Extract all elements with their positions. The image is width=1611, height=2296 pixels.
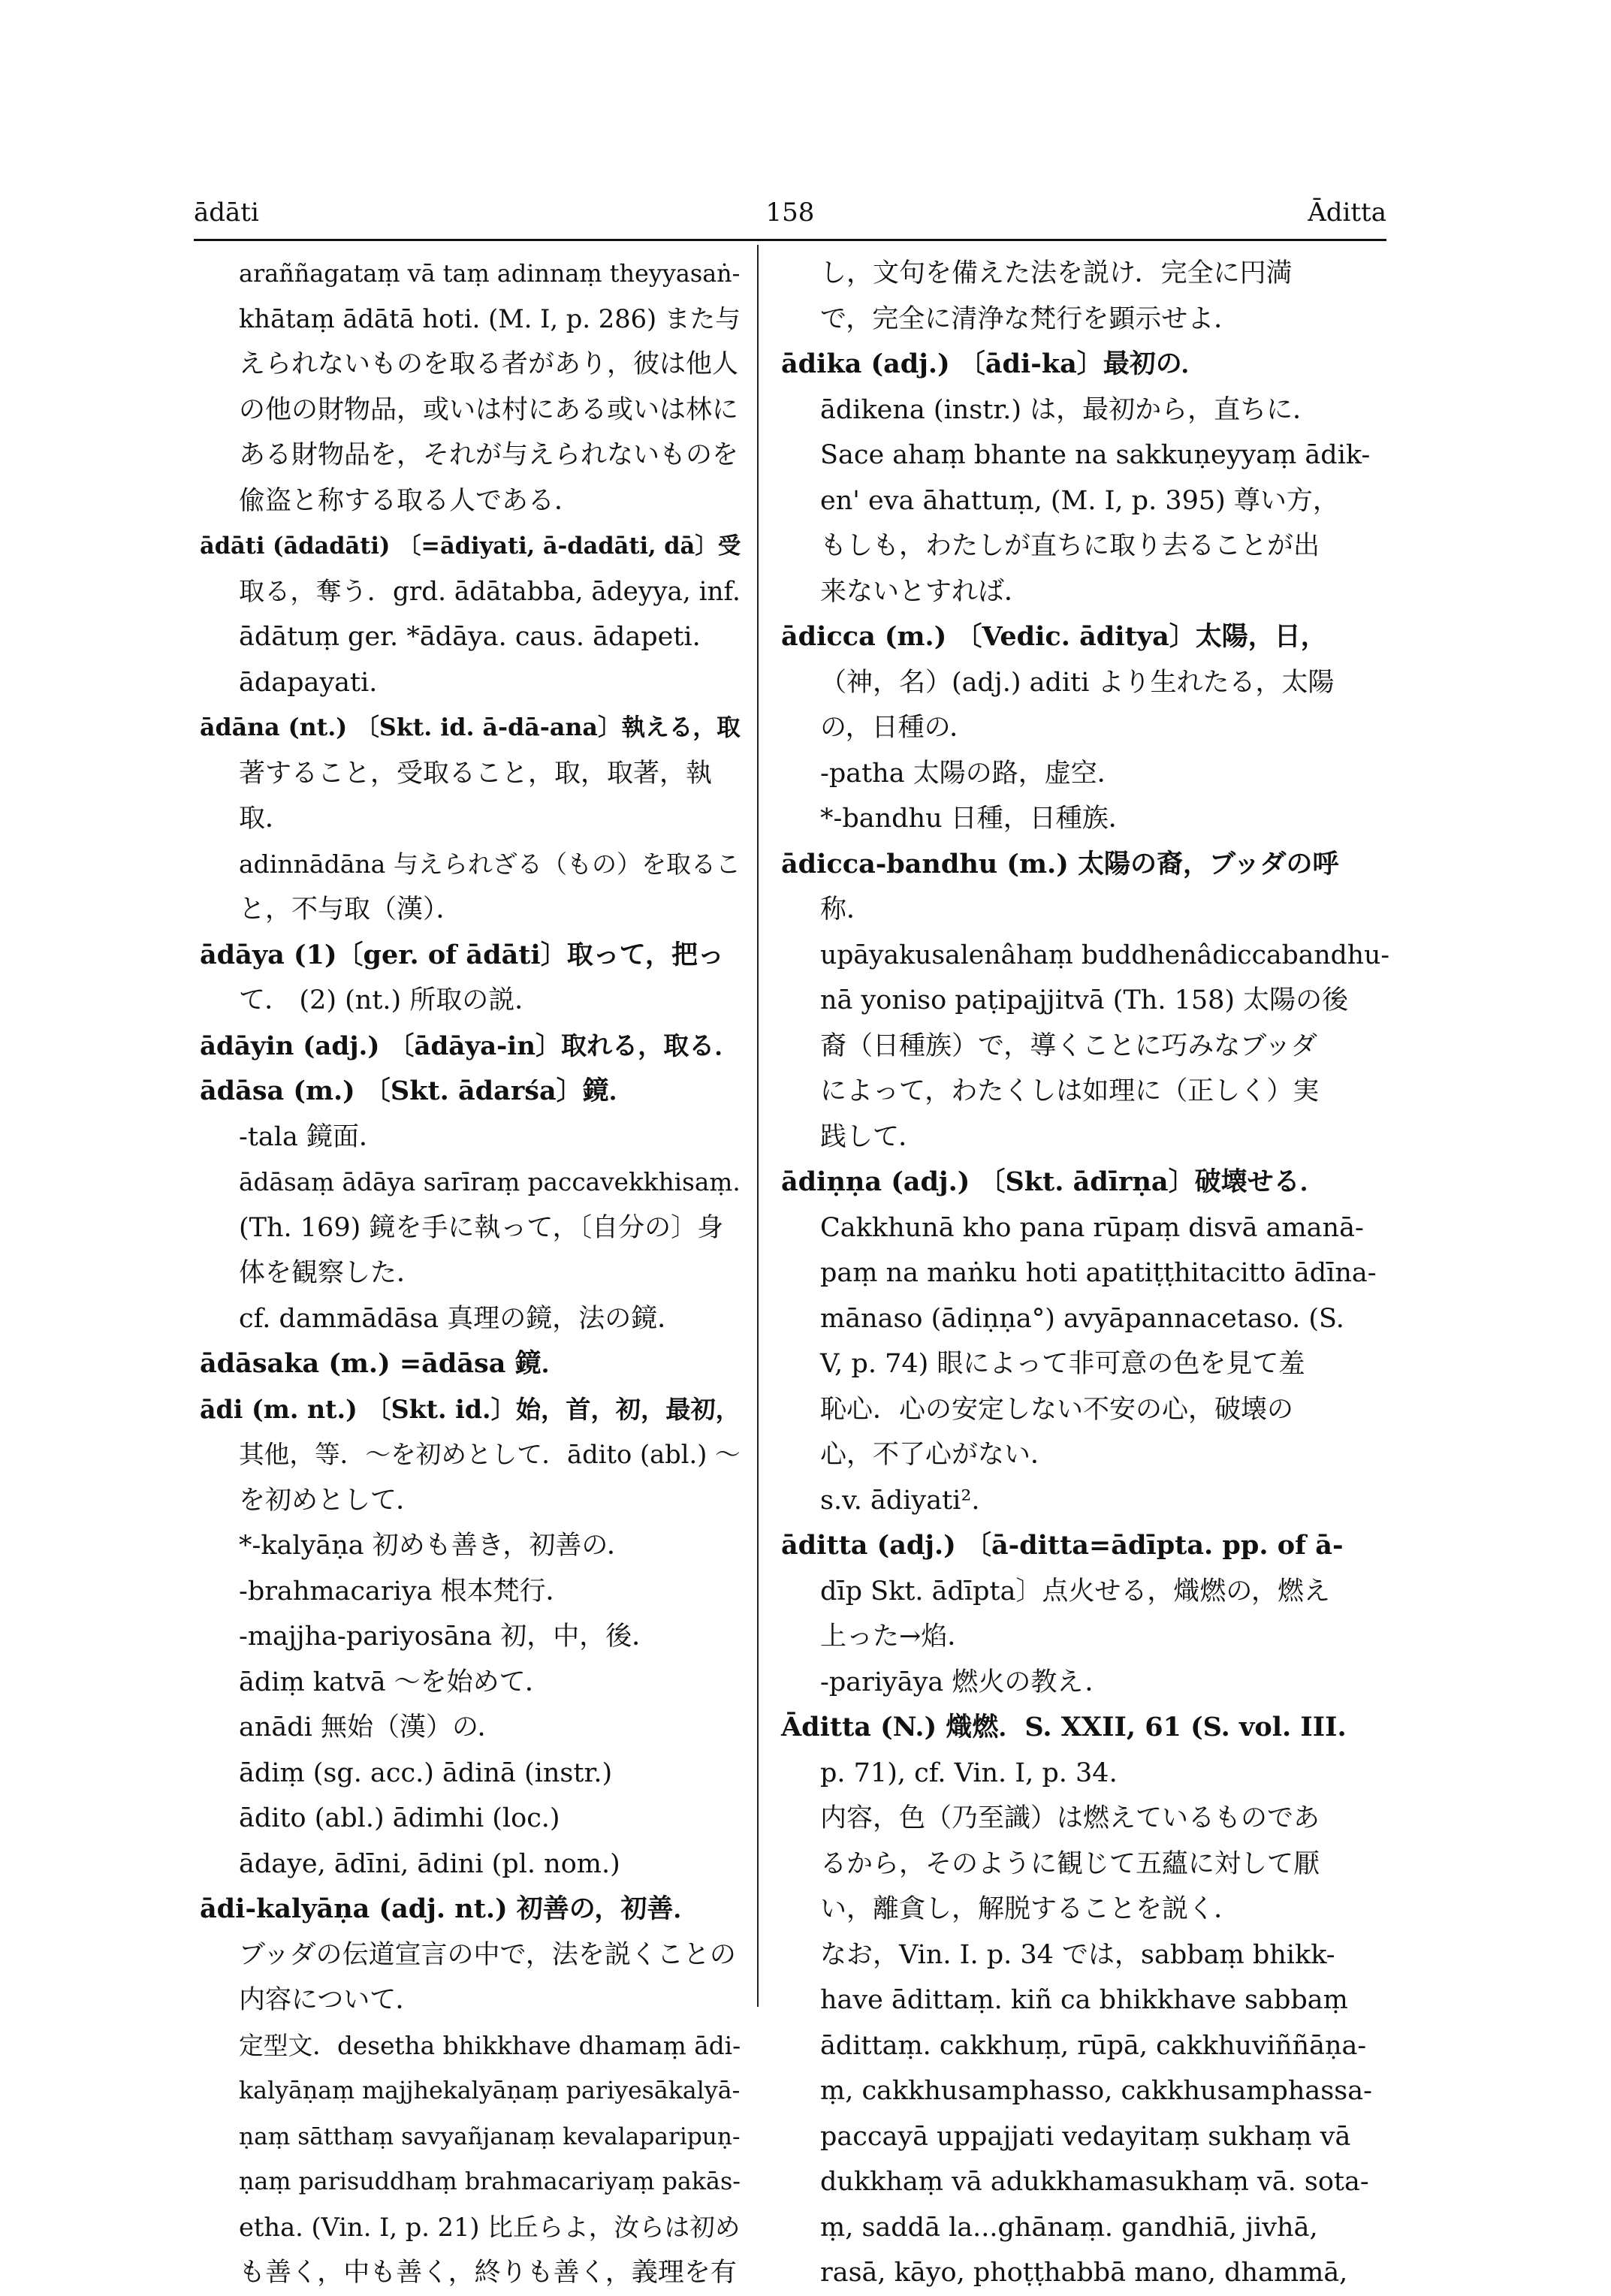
- entry-text-line: ādāsaṃ ādāya sarīraṃ paccavekkhisaṃ.: [239, 1168, 741, 1196]
- entry-headword-line: ādāna (nt.) 〔Skt. id. ā-dā-ana〕執える，取: [200, 714, 741, 741]
- entry-text-line: 定型文．desetha bhikkhave dhamaṃ ādi-: [239, 2031, 741, 2060]
- entry-text-line: ādikena (instr.) は，最初から，直ちに．: [820, 394, 1320, 425]
- entry-text-line: し，文句を備えた法を説け．完全に円満: [820, 258, 1293, 288]
- entry-text-line: *-bandhu 日種，日種族．: [820, 804, 1135, 834]
- entry-headword-line: ādiṇṇa (adj.) 〔Skt. ādīrṇa〕破壊せる．: [781, 1166, 1326, 1197]
- entry-text-line: -brahmacariya 根本梵行．: [239, 1576, 572, 1607]
- entry-text-line: によって，わたくしは如理に（正しく）実: [820, 1076, 1320, 1106]
- entry-text-line: を初めとして．: [239, 1485, 423, 1516]
- entry-text-line: ādittaṃ. cakkhuṃ, rūpā, cakkhuviññāṇa-: [820, 2030, 1367, 2061]
- entry-text-line: (Th. 169) 鏡を手に執って，〔自分の〕身: [239, 1212, 724, 1243]
- left-column: [200, 251, 741, 2296]
- entry-text-line: ādapayati.: [239, 667, 378, 698]
- entry-headword-line: ādāyin (adj.) 〔ādāya-in〕取れる，取る．: [200, 1030, 741, 1061]
- entry-text-line: （神，名）(adj.) aditi より生れたる，太陽: [820, 667, 1335, 698]
- entry-text-line: ṇaṃ parisuddhaṃ brahmacariyaṃ pakās-: [239, 2168, 741, 2195]
- entry-text-line: *-kalyāṇa 初めも善き，初善の．: [239, 1531, 633, 1561]
- entry-text-line: ある財物品を，それが与えられないものを: [239, 440, 739, 470]
- entry-text-line: 裔（日種族）で，導くことに巧みなブッダ: [820, 1030, 1317, 1061]
- header-rule: [194, 239, 1386, 241]
- page-number: 158: [765, 198, 815, 228]
- entry-text-line: の，日種の．: [820, 713, 976, 743]
- entry-text-line: cf. dammādāsa 真理の鏡，法の鏡．: [239, 1303, 684, 1334]
- entry-text-line: khātaṃ ādātā hoti. (M. I, p. 286) また与: [239, 303, 741, 333]
- entry-text-line: mānaso (ādiṇṇa°) avyāpannacetaso. (S.: [820, 1303, 1344, 1334]
- entry-text-line: 其他，等．〜を初めとして．ādito (abl.) 〜: [239, 1440, 741, 1469]
- entry-text-line: s.v. ādiyati².: [820, 1485, 980, 1516]
- entry-text-line: もしも，わたしが直ちに取り去ることが出: [820, 531, 1320, 561]
- right-column: [781, 251, 1389, 2296]
- entry-text-line: upāyakusalenâhaṃ buddhenâdiccabandhu-: [820, 940, 1390, 970]
- entry-text-line: ブッダの伝道宣言の中で，法を説くことの: [239, 1939, 736, 1970]
- column-divider: [757, 245, 759, 2007]
- entry-text-line: ādaye, ādīni, ādini (pl. nom.): [239, 1848, 620, 1879]
- entry-text-line: rasā, kāyo, phoṭṭhabbā mano, dhammā,: [820, 2258, 1348, 2288]
- entry-text-line: るから，そのように観じて五蘊に対して厭: [820, 1848, 1320, 1879]
- entry-text-line: と，不与取（漢）．: [239, 895, 463, 925]
- entry-text-line: い，離貪し，解脱することを説く．: [820, 1894, 1241, 1924]
- entry-text-line: ādiṃ (sg. acc.) ādinā (instr.): [239, 1757, 613, 1788]
- entry-text-line: ṇaṃ sātthaṃ savyañjanaṃ kevalaparipuṇ-: [239, 2123, 741, 2150]
- entry-headword-line: ādāsaka (m.) =ādāsa 鏡．: [200, 1348, 568, 1379]
- entry-text-line: で，完全に清浄な梵行を顕示せよ．: [820, 303, 1241, 334]
- entry-text-line: の他の財物品，或いは村にある或いは林に: [239, 394, 739, 425]
- entry-text-line: 称．: [820, 895, 873, 925]
- entry-text-line: 恥心．心の安定しない不安の心，破壊の: [820, 1394, 1294, 1425]
- entry-text-line: ādiṃ katvā 〜を始めて．: [239, 1667, 551, 1697]
- entry-headword-line: ādicca (m.) 〔Vedic. āditya〕太陽，日，: [781, 621, 1327, 652]
- entry-text-line: 内容について．: [239, 1985, 422, 2015]
- entry-text-line: araññagataṃ vā taṃ adinnaṃ theyyasaṅ-: [239, 259, 741, 288]
- running-header: [194, 194, 1386, 239]
- entry-text-line: dīp Skt. ādīpta〕点火せる，熾燃の，燃え: [820, 1576, 1331, 1607]
- entry-text-line: have ādittaṃ. kiñ ca bhikkhave sabbaṃ: [820, 1985, 1348, 2015]
- entry-headword-line: ādāya (1)〔ger. of ādāti〕取って，把っ: [200, 939, 725, 970]
- entry-text-line: 践して．: [820, 1121, 925, 1152]
- entry-headword-line: ādi (m. nt.) 〔Skt. id.〕始，首，初，最初，: [200, 1394, 741, 1424]
- entry-text-line: 来ないとすれば．: [820, 576, 1031, 607]
- entry-text-line: Cakkhunā kho pana rūpaṃ disvā amanā-: [820, 1212, 1364, 1243]
- entry-text-line: 上った→焰．: [820, 1622, 974, 1652]
- entry-text-line: 心，不了心がない．: [820, 1440, 1057, 1470]
- entry-text-line: なお，Vin. I. p. 34 では，sabbaṃ bhikk-: [820, 1939, 1335, 1970]
- entry-text-line: paccayā uppajjati vedayitaṃ sukhaṃ vā: [820, 2121, 1351, 2152]
- entry-text-line: nā yoniso paṭipajjitvā (Th. 158) 太陽の後: [820, 985, 1349, 1015]
- entry-text-line: -majjha-pariyosāna 初，中，後．: [239, 1622, 659, 1652]
- entry-headword-line: ādika (adj.) 〔ādi-ka〕最初の．: [781, 348, 1208, 379]
- entry-text-line: 著すること，受取ること，取，取著，執: [239, 758, 713, 789]
- entry-text-line: etha. (Vin. I, p. 21) 比丘らよ，汝らは初め: [239, 2212, 741, 2242]
- entry-text-line: -pariyāya 燃火の教え．: [820, 1667, 1112, 1697]
- entry-text-line: anādi 無始（漢）の．: [239, 1712, 504, 1742]
- entry-text-line: 体を観察した．: [239, 1258, 424, 1288]
- header-right-guide-word: Āditta: [1308, 198, 1386, 228]
- entry-text-line: p. 71), cf. Vin. I, p. 34.: [820, 1757, 1118, 1788]
- entry-text-line: えられないものを取る者があり，彼は他人: [239, 349, 739, 379]
- entry-text-line: 取る，奪う．grd. ādātabba, ādeyya, inf.: [239, 576, 741, 607]
- entry-text-line: ādātuṃ ger. *ādāya. caus. ādapeti.: [239, 622, 701, 652]
- entry-text-line: adinnādāna 与えられざる（もの）を取るこ: [239, 849, 741, 879]
- entry-text-line: ādito (abl.) ādimhi (loc.): [239, 1803, 560, 1833]
- entry-headword-line: Āditta (N.) 熾燃．S. XXII, 61 (S. vol. III.: [781, 1712, 1347, 1742]
- entry-text-line: て． (2) (nt.) 所取の説．: [239, 985, 542, 1015]
- entry-text-line: 偸盗と称する取る人である．: [239, 485, 581, 516]
- entry-headword-line: ādicca-bandhu (m.) 太陽の裔，ブッダの呼: [781, 848, 1339, 879]
- entry-text-line: -patha 太陽の路，虚空．: [820, 758, 1124, 789]
- entry-headword-line: āditta (adj.) 〔ā-ditta=ādīpta. pp. of ā-: [781, 1530, 1344, 1561]
- entry-text-line: -tala 鏡面．: [239, 1121, 385, 1152]
- entry-headword-line: ādāsa (m.) 〔Skt. ādarśa〕鏡．: [200, 1076, 635, 1106]
- entry-text-line: 取．: [239, 804, 292, 834]
- entry-text-line: ṃ, saddā la...ghānaṃ. gandhiā, jivhā,: [820, 2212, 1318, 2243]
- entry-text-line: ṃ, cakkhusamphasso, cakkhusamphassa-: [820, 2076, 1372, 2106]
- entry-headword-line: ādāti (ādadāti) 〔=ādiyati, ā-dadāti, dā〕受: [200, 533, 741, 560]
- entry-text-line: Sace ahaṃ bhante na sakkuṇeyyaṃ ādik-: [820, 440, 1371, 470]
- entry-text-line: V, p. 74) 眼によって非可意の色を見て羞: [820, 1349, 1305, 1379]
- entry-text-line: paṃ na maṅku hoti apatiṭṭhitacitto ādīna-: [820, 1258, 1377, 1288]
- entry-headword-line: ādi-kalyāṇa (adj. nt.) 初善の，初善．: [200, 1893, 700, 1924]
- entry-text-line: も善く，中も善く，終りも善く，義理を有: [239, 2258, 737, 2288]
- entry-text-line: kalyāṇaṃ majjhekalyāṇaṃ pariyesākalyā-: [239, 2077, 741, 2104]
- header-left-guide-word: ādāti: [194, 198, 259, 228]
- entry-text-line: dukkhaṃ vā adukkhamasukhaṃ vā. sota-: [820, 2167, 1369, 2197]
- entry-text-line: en' eva āhattuṃ, (M. I, p. 395) 尊い方，: [820, 485, 1339, 516]
- entry-text-line: 内容，色（乃至識）は燃えているものであ: [820, 1803, 1320, 1833]
